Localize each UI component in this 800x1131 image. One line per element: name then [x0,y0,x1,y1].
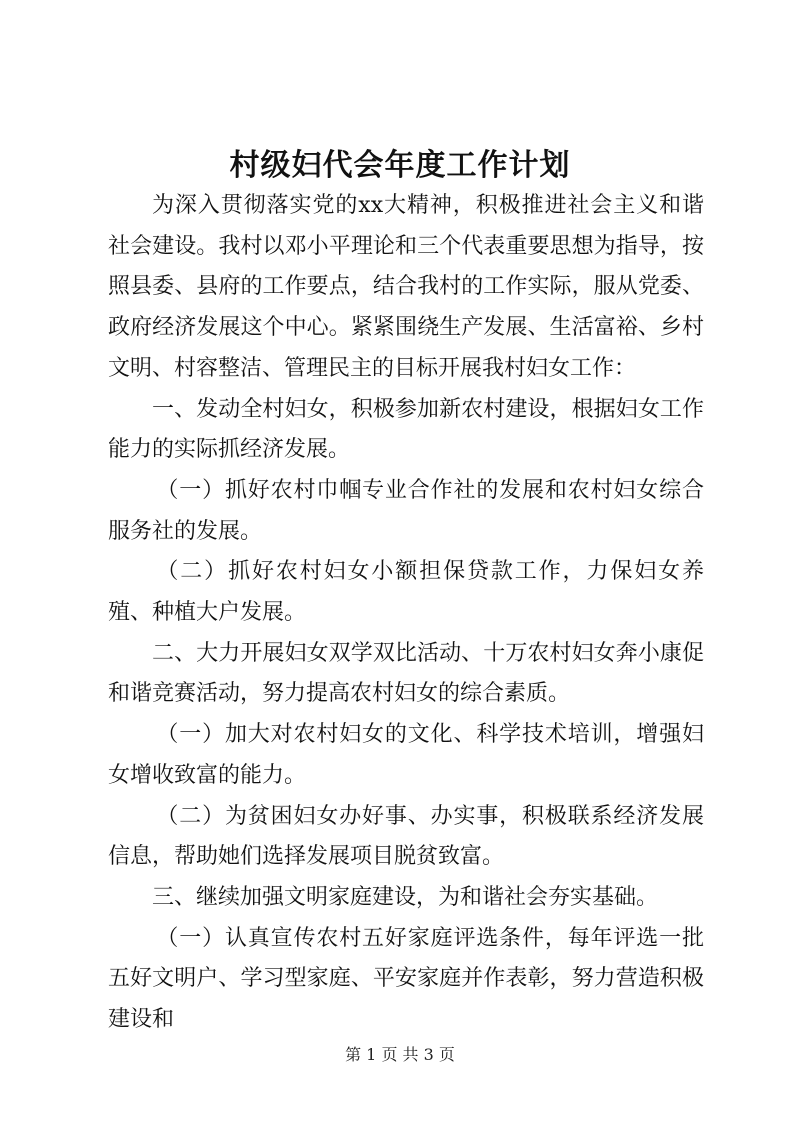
paragraph-section-3-item-1: （一）认真宣传农村五好家庭评选条件，每年评选一批五好文明户、学习型家庭、平安家庭并作表彰，努力营造积极建设和 [108,925,704,1033]
paragraph-section-1: 一、发动全村妇女，积极参加新农村建设，根据妇女工作能力的实际抓经济发展。 [108,396,704,463]
paragraph-section-2: 二、大力开展妇女双学双比活动、十万农村妇女奔小康促和谐竞赛活动，努力提高农村妇女的综合素质。 [108,640,704,707]
paragraph-section-2-item-1: （一）加大对农村妇女的文化、科学技术培训，增强妇女增收致富的能力。 [108,722,704,788]
paragraph-section-1-item-1: （一）抓好农村巾帼专业合作社的发展和农村妇女综合服务社的发展。 [108,477,704,544]
page-title: 村级妇代会年度工作计划 [229,148,571,183]
paragraph-intro: 为深入贯彻落实党的xx大精神，积极推进社会主义和谐社会建设。我村以邓小平理论和三个代表重要思想为指导，按照县委、县府的工作要点，结合我村的工作实际，服从党委、政府经济发展这个中心。紧紧围绕生产发展、生活富裕、乡村文明、村容整洁、管理民主的目标开展我村妇女工作： [108,193,704,381]
page-footer: 第 1 页 共 3 页 [345,1045,455,1064]
paragraph-section-1-item-2: （二）抓好农村妇女小额担保贷款工作，力保妇女养殖、种植大户发展。 [108,559,704,626]
paragraph-section-3: 三、继续加强文明家庭建设，为和谐社会夯实基础。 [152,884,659,910]
paragraph-section-2-item-2: （二）为贫困妇女办好事、办实事，积极联系经济发展信息，帮助她们选择发展项目脱贫致富。 [108,803,704,870]
document-body [108,186,704,1041]
